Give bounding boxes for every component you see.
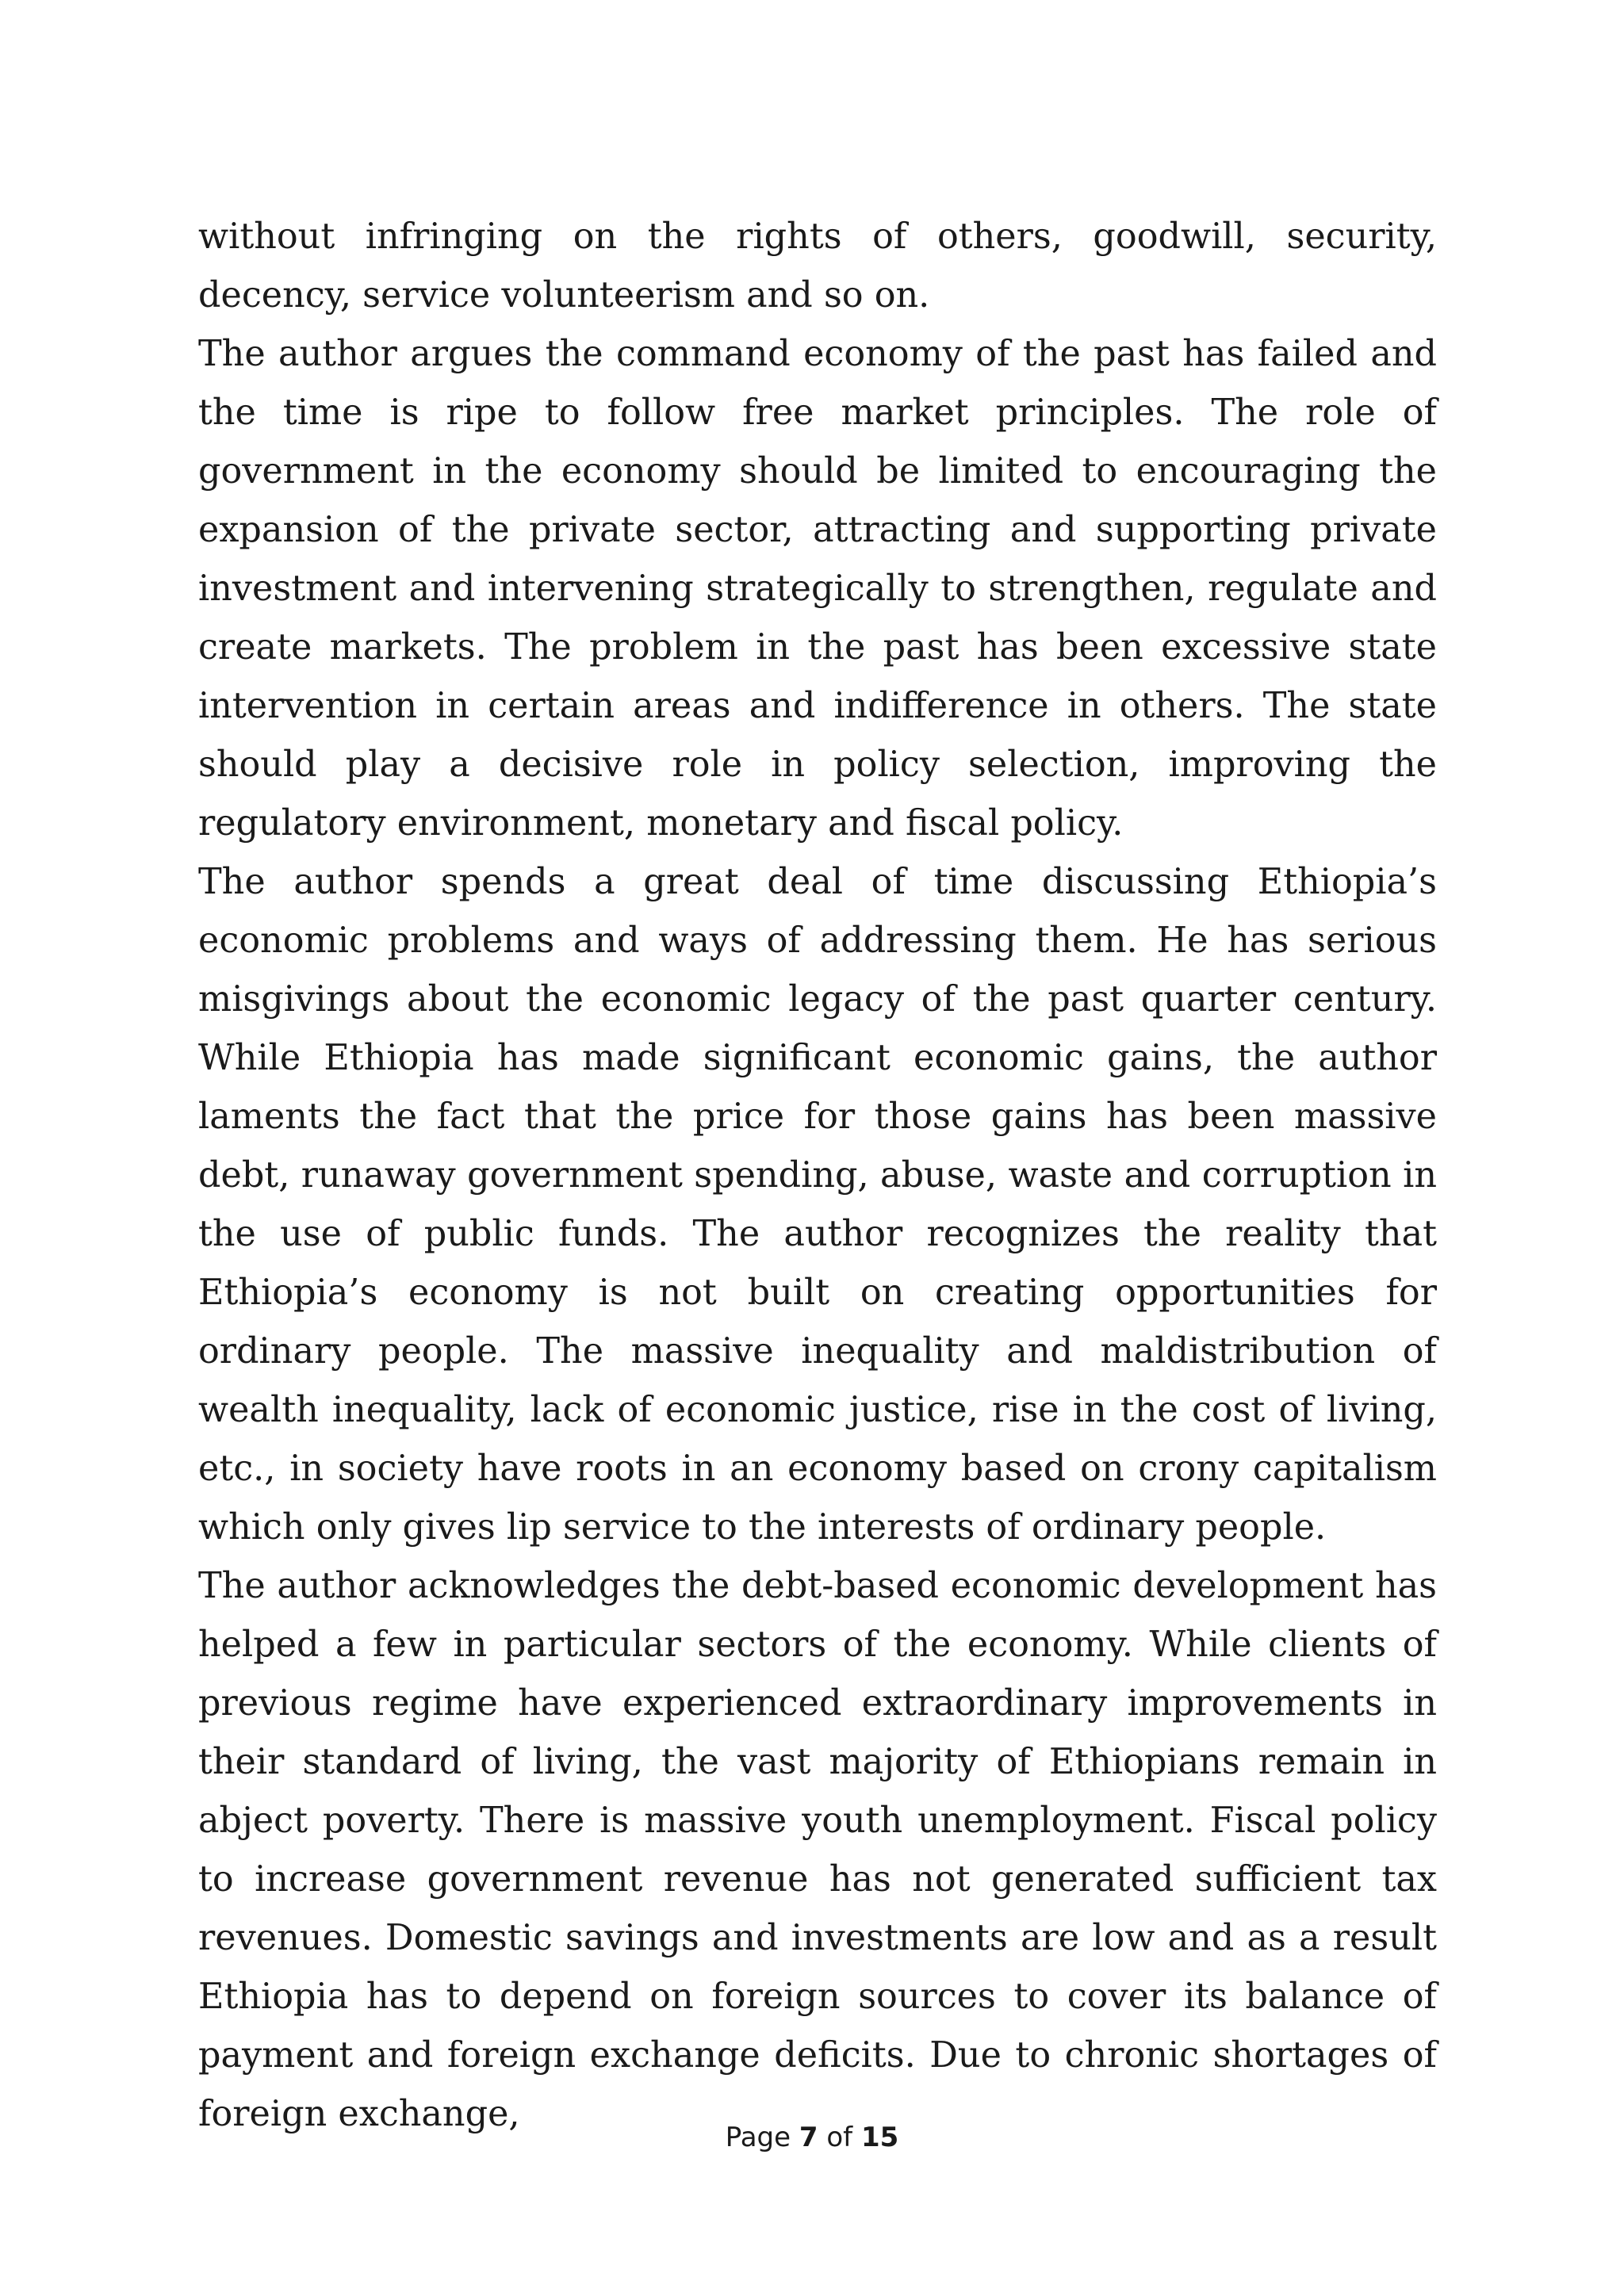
paragraph-3: The author spends a great deal of time discussing Ethiopia’s economic problems and ways of addressing them. He has serious misgivings about the economic legacy of the past quarter century. While Ethiopia has made significant economic gains, the author laments the fact that the price for those gains has been massive debt, runaway government spending, abuse, waste and corruption in the use of public funds. The author recognizes the reality that Ethiopia’s economy is not built on creating opportunities for ordinary people. The massive inequality and maldistribution of wealth inequality, lack of economic justice, rise in the cost of living, etc., in society have roots in an economy based on crony capitalism which only gives lip service to the interests of ordinary people. xyxy=(198,862,1437,1548)
paragraph-4: The author acknowledges the debt-based economic development has helped a few in particular sectors of the economy. While clients of previous regime have experienced extraordinary improvements in their standard of living, the vast majority of Ethiopians remain in abject poverty. There is massive youth unemployment. Fiscal policy to increase government revenue has not generated sufficient tax revenues. Domestic savings and investments are low and as a result Ethiopia has to depend on foreign sources to cover its balance of payment and foreign exchange deficits. Due to chronic shortages of foreign exchange, xyxy=(198,1566,1437,2134)
paragraph-2: The author argues the command economy of the past has failed and the time is ripe to follow free market principles. The role of government in the economy should be limited to encouraging the expansion of the private sector, attracting and supporting private investment and intervening strategically to strengthen, regulate and create markets. The problem in the past has been excessive state intervention in certain areas and indifference in others. The state should play a decisive role in policy selection, improving the regulatory environment, monetary and fiscal policy. xyxy=(198,334,1437,844)
total-pages-number: 15 xyxy=(860,2122,899,2153)
page-footer xyxy=(0,2122,1624,2153)
of-label: of xyxy=(826,2122,853,2153)
current-page-number: 7 xyxy=(799,2122,818,2153)
page-label: Page xyxy=(725,2122,791,2153)
paragraph-1: without infringing on the rights of others, goodwill, security, decency, service volunteerism and so on. xyxy=(198,216,1437,316)
body-text xyxy=(198,208,1437,2144)
